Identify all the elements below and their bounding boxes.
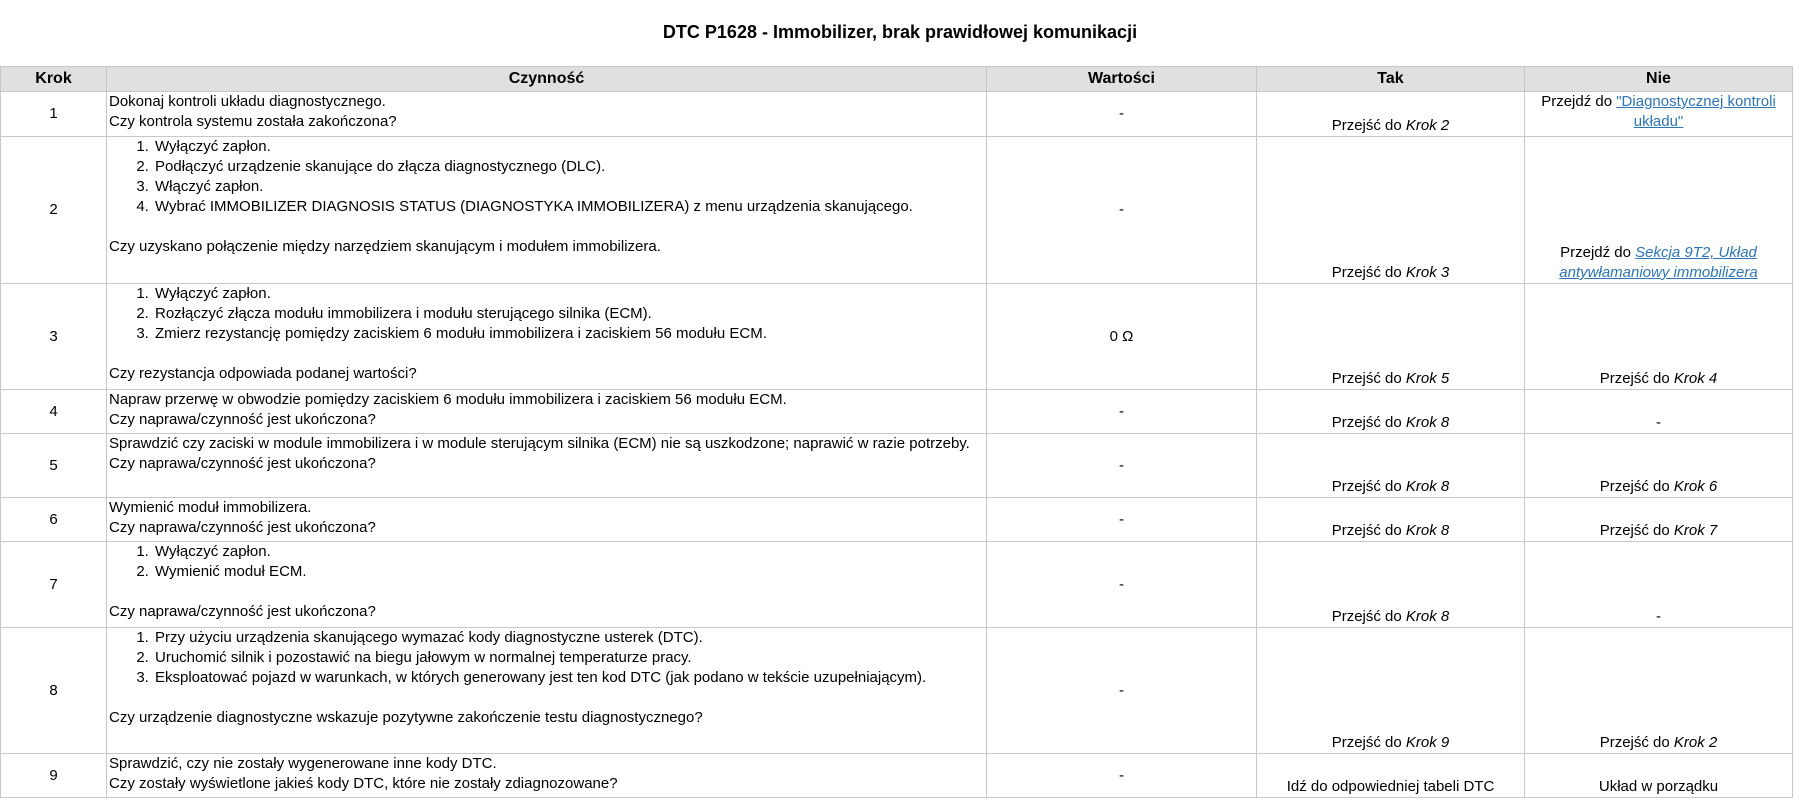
goto-prefix: Przejść do: [1599, 734, 1670, 751]
no-cell: [1525, 628, 1793, 754]
value-cell: -: [987, 628, 1257, 754]
table-row: [1, 137, 1793, 284]
value-cell: -: [987, 498, 1257, 542]
yes-cell: [1257, 284, 1525, 390]
goto-step: Krok 8: [1405, 522, 1450, 539]
value-cell: -: [987, 434, 1257, 498]
goto-step: Krok 4: [1673, 370, 1718, 387]
substep: 3. Zmierz rezystancję pomiędzy zaciskiem 6 modułu immobilizera i zaciskiem 56 modułu ECM.: [153, 324, 984, 344]
substep: 1. Przy użyciu urządzenia skanującego wymazać kody diagnostyczne usterek (DTC).: [153, 628, 984, 648]
no-cell: Układ w porządku: [1525, 754, 1793, 798]
goto-step: Krok 8: [1405, 414, 1450, 431]
dtc-table: [0, 66, 1793, 798]
question-text: Czy zostały wyświetlone jakieś kody DTC, które nie zostały zdiagnozowane?: [109, 775, 618, 792]
substep: 1. Wyłączyć zapłon.: [153, 542, 984, 562]
yes-cell: [1257, 628, 1525, 754]
value-cell: -: [987, 92, 1257, 137]
header-nie: Nie: [1525, 67, 1793, 92]
substep: 4. Wybrać IMMOBILIZER DIAGNOSIS STATUS (DIAGNOSTYKA IMMOBILIZERA) z menu urządzenia skanującego.: [153, 197, 984, 217]
question-text: Czy naprawa/czynność jest ukończona?: [109, 455, 376, 472]
table-row: [1, 498, 1793, 542]
action-cell: [107, 434, 987, 498]
goto-prefix: Przejść do: [1331, 608, 1402, 625]
header-wartosci: Wartości: [987, 67, 1257, 92]
value-cell: 0 Ω: [987, 284, 1257, 390]
goto-prefix: Przejść do: [1331, 117, 1402, 134]
table-row: [1, 434, 1793, 498]
goto-prefix: Przejdź do: [1560, 244, 1631, 261]
question-text: Czy urządzenie diagnostyczne wskazuje pozytywne zakończenie testu diagnostycznego?: [109, 709, 703, 726]
step-number: 5: [1, 434, 107, 498]
header-czynnosc: Czynność: [107, 67, 987, 92]
action-cell: [107, 284, 987, 390]
table-row: [1, 390, 1793, 434]
no-cell: -: [1525, 542, 1793, 628]
substep: 2. Wymienić moduł ECM.: [153, 562, 984, 582]
yes-cell: [1257, 137, 1525, 284]
immobilizer-section-link[interactable]: Sekcja 9T2, Układ antywłamaniowy immobilizera: [1559, 244, 1758, 281]
goto-step: Krok 8: [1405, 608, 1450, 625]
question-text: Czy naprawa/czynność jest ukończona?: [109, 603, 376, 620]
substep: 3. Eksploatować pojazd w warunkach, w których generowany jest ten kod DTC (jak podano w tekście uzupełniającym).: [153, 668, 984, 688]
goto-step: Krok 7: [1673, 522, 1718, 539]
goto-step: Krok 6: [1673, 478, 1718, 495]
table-row: [1, 542, 1793, 628]
question-text: Czy naprawa/czynność jest ukończona?: [109, 411, 376, 428]
action-cell: [107, 92, 987, 137]
question-text: Czy kontrola systemu została zakończona?: [109, 113, 397, 130]
yes-cell: [1257, 434, 1525, 498]
goto-prefix: Przejść do: [1331, 414, 1402, 431]
goto-step: Krok 2: [1673, 734, 1718, 751]
yes-cell: Idź do odpowiedniej tabeli DTC: [1257, 754, 1525, 798]
yes-cell: [1257, 498, 1525, 542]
header-krok: Krok: [1, 67, 107, 92]
substep-list: [109, 542, 984, 582]
yes-cell: [1257, 92, 1525, 137]
question-text: Czy naprawa/czynność jest ukończona?: [109, 519, 376, 536]
header-row: [1, 67, 1793, 92]
goto-prefix: Przejść do: [1331, 264, 1402, 281]
step-number: 1: [1, 92, 107, 137]
substep-list: [109, 284, 984, 344]
action-cell: [107, 137, 987, 284]
action-text: Sprawdzić czy zaciski w module immobilizera i w module sterującym silnika (ECM) nie są uszkodzone; naprawić w razie potrzeby.: [109, 435, 970, 452]
value-cell: -: [987, 137, 1257, 284]
action-text: Wymienić moduł immobilizera.: [109, 499, 312, 516]
action-cell: [107, 628, 987, 754]
action-cell: [107, 754, 987, 798]
action-text: Dokonaj kontroli układu diagnostycznego.: [109, 93, 386, 110]
table-row: [1, 628, 1793, 754]
goto-prefix: Przejść do: [1599, 522, 1670, 539]
substep-list: [109, 137, 984, 217]
step-number: 8: [1, 628, 107, 754]
substep: 1. Wyłączyć zapłon.: [153, 284, 984, 304]
step-number: 9: [1, 754, 107, 798]
step-number: 6: [1, 498, 107, 542]
substep: 2. Rozłączyć złącza modułu immobilizera i modułu sterującego silnika (ECM).: [153, 304, 984, 324]
goto-step: Krok 5: [1405, 370, 1450, 387]
action-text: Sprawdzić, czy nie zostały wygenerowane inne kody DTC.: [109, 755, 497, 772]
goto-prefix: Przejść do: [1599, 478, 1670, 495]
no-cell: [1525, 434, 1793, 498]
yes-cell: [1257, 390, 1525, 434]
value-cell: -: [987, 754, 1257, 798]
goto-prefix: Przejdź do: [1541, 93, 1613, 110]
substep: 3. Włączyć zapłon.: [153, 177, 984, 197]
header-tak: Tak: [1257, 67, 1525, 92]
goto-prefix: Przejść do: [1331, 734, 1402, 751]
substep: 1. Wyłączyć zapłon.: [153, 137, 984, 157]
goto-prefix: Przejść do: [1331, 370, 1402, 387]
goto-step: Krok 9: [1405, 734, 1450, 751]
action-cell: [107, 390, 987, 434]
goto-prefix: Przejść do: [1331, 478, 1402, 495]
question-text: Czy rezystancja odpowiada podanej wartości?: [109, 365, 417, 382]
step-number: 2: [1, 137, 107, 284]
no-cell: -: [1525, 390, 1793, 434]
goto-prefix: Przejść do: [1331, 522, 1402, 539]
table-row: [1, 92, 1793, 137]
action-text: Napraw przerwę w obwodzie pomiędzy zaciskiem 6 modułu immobilizera i zaciskiem 56 modułu ECM.: [109, 391, 787, 408]
goto-step: Krok 2: [1405, 117, 1450, 134]
diagnostic-check-link[interactable]: "Diagnostycznej kontroli układu": [1616, 93, 1776, 130]
action-cell: [107, 498, 987, 542]
question-text: Czy uzyskano połączenie między narzędziem skanującym i modułem immobilizera.: [109, 238, 661, 255]
no-cell: [1525, 137, 1793, 284]
goto-prefix: Przejść do: [1599, 370, 1670, 387]
goto-step: Krok 3: [1405, 264, 1450, 281]
substep: 2. Podłączyć urządzenie skanujące do złącza diagnostycznego (DLC).: [153, 157, 984, 177]
substep-list: [109, 628, 984, 688]
step-number: 3: [1, 284, 107, 390]
goto-step: Krok 8: [1405, 478, 1450, 495]
no-cell: [1525, 284, 1793, 390]
table-row: [1, 284, 1793, 390]
step-number: 4: [1, 390, 107, 434]
no-cell: [1525, 92, 1793, 137]
substep: 2. Uruchomić silnik i pozostawić na biegu jałowym w normalnej temperaturze pracy.: [153, 648, 984, 668]
action-cell: [107, 542, 987, 628]
value-cell: -: [987, 390, 1257, 434]
no-cell: [1525, 498, 1793, 542]
table-row: [1, 754, 1793, 798]
page-title: DTC P1628 - Immobilizer, brak prawidłowej komunikacji: [662, 22, 1138, 42]
yes-cell: [1257, 542, 1525, 628]
value-cell: -: [987, 542, 1257, 628]
step-number: 7: [1, 542, 107, 628]
